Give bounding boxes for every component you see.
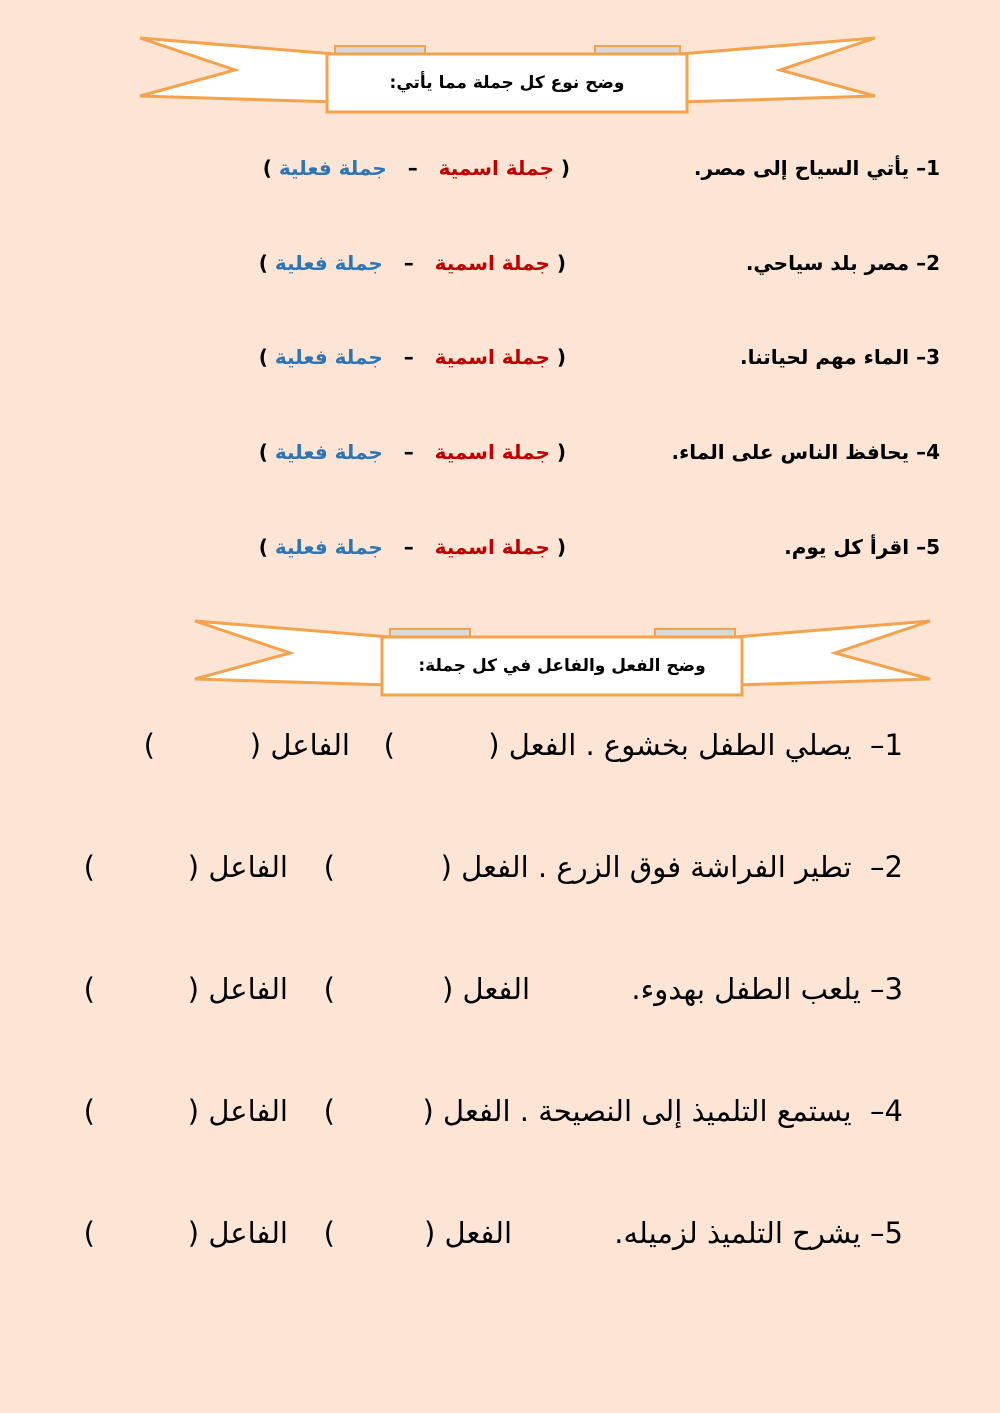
item-number: 4– xyxy=(916,440,940,464)
option-verbal[interactable]: جملة فعلية xyxy=(278,156,387,180)
s2-subject-2 xyxy=(188,850,288,884)
option-nominal[interactable]: جملة اسمية xyxy=(434,535,550,559)
s2-subject-4 xyxy=(188,1094,288,1128)
item-text: يأتي السياح إلى مصر. xyxy=(693,156,910,180)
item-number: 2– xyxy=(916,251,940,275)
verb-label: الفعل xyxy=(443,1094,511,1128)
paren-open: ( xyxy=(556,251,566,275)
item-number: 1– xyxy=(916,156,940,180)
item-text: يصلي الطفل بخشوع . xyxy=(585,728,852,762)
item-text: يشرح التلميذ لزميله. xyxy=(614,1216,861,1250)
s2-verb-5 xyxy=(424,1216,512,1250)
item-number: 3– xyxy=(870,972,903,1006)
paren-close: ) xyxy=(258,440,268,464)
s2-subject-5 xyxy=(188,1216,288,1250)
verb-label: الفعل xyxy=(461,850,529,884)
item-number: 4– xyxy=(870,1094,903,1128)
option-separator: – xyxy=(403,345,414,369)
s2-subject-close-3[interactable]: ) xyxy=(83,972,95,1006)
option-separator: – xyxy=(403,440,414,464)
s2-item-2 xyxy=(441,850,903,884)
s2-item-1 xyxy=(488,728,903,762)
s1-options-1[interactable] xyxy=(263,156,570,180)
item-text: مصر بلد سياحي. xyxy=(745,251,910,275)
s2-item-5 xyxy=(614,1216,903,1250)
option-nominal[interactable]: جملة اسمية xyxy=(438,156,554,180)
paren-open: ( xyxy=(440,850,452,884)
section1-banner xyxy=(135,32,880,122)
subject-label: الفاعل xyxy=(208,1216,288,1250)
option-nominal[interactable]: جملة اسمية xyxy=(434,345,550,369)
item-number: 5– xyxy=(870,1216,903,1250)
s2-subject-1 xyxy=(250,728,350,762)
paren-open: ( xyxy=(556,345,566,369)
s1-item-2 xyxy=(746,251,940,275)
paren-open: ( xyxy=(560,156,570,180)
option-separator: – xyxy=(403,535,414,559)
item-number: 3– xyxy=(916,345,940,369)
s2-verb-close-1[interactable]: ) xyxy=(383,728,395,762)
option-verbal[interactable]: جملة فعلية xyxy=(274,535,383,559)
paren-open: ( xyxy=(556,535,566,559)
paren-open: ( xyxy=(422,1094,434,1128)
s2-verb-close-3[interactable]: ) xyxy=(323,972,335,1006)
s1-options-4[interactable] xyxy=(259,440,566,464)
paren-open: ( xyxy=(441,972,454,1006)
verb-label: الفعل xyxy=(508,728,577,762)
section1-title: وضح نوع كل جملة مما يأتي: xyxy=(389,73,625,93)
item-text: يستمع التلميذ إلى النصيحة . xyxy=(519,1094,852,1128)
paren-open: ( xyxy=(187,1216,200,1250)
s2-verb-3 xyxy=(442,972,530,1006)
s1-options-3[interactable] xyxy=(259,345,566,369)
item-number: 2– xyxy=(870,850,903,884)
s2-subject-close-2[interactable]: ) xyxy=(83,850,95,884)
s2-item-4 xyxy=(422,1094,903,1128)
item-text: تطير الفراشة فوق الزرع . xyxy=(537,850,852,884)
paren-open: ( xyxy=(423,1216,436,1250)
s2-subject-close-1[interactable]: ) xyxy=(143,728,155,762)
paren-close: ) xyxy=(258,345,268,369)
s1-item-3 xyxy=(740,345,940,369)
paren-close: ) xyxy=(258,251,268,275)
item-number: 5– xyxy=(916,535,940,559)
option-nominal[interactable]: جملة اسمية xyxy=(434,251,550,275)
option-separator: – xyxy=(407,156,418,180)
s2-item-3 xyxy=(631,972,903,1006)
option-verbal[interactable]: جملة فعلية xyxy=(274,345,383,369)
s2-subject-close-4[interactable]: ) xyxy=(83,1094,95,1128)
option-nominal[interactable]: جملة اسمية xyxy=(434,440,550,464)
paren-open: ( xyxy=(187,850,200,884)
paren-close: ) xyxy=(262,156,272,180)
s1-options-5[interactable] xyxy=(259,535,566,559)
option-verbal[interactable]: جملة فعلية xyxy=(274,440,383,464)
s2-verb-close-5[interactable]: ) xyxy=(323,1216,335,1250)
paren-open: ( xyxy=(488,728,500,762)
subject-label: الفاعل xyxy=(208,972,288,1006)
paren-open: ( xyxy=(187,1094,200,1128)
item-text: يحافظ الناس على الماء. xyxy=(671,440,910,464)
s2-verb-close-2[interactable]: ) xyxy=(323,850,335,884)
item-text: يلعب الطفل بهدوء. xyxy=(631,972,861,1006)
paren-open: ( xyxy=(556,440,566,464)
section2-banner xyxy=(190,615,935,705)
option-separator: – xyxy=(403,251,414,275)
subject-label: الفاعل xyxy=(270,728,350,762)
item-text: اقرأ كل يوم. xyxy=(784,535,910,559)
s2-subject-3 xyxy=(188,972,288,1006)
s1-item-4 xyxy=(671,440,940,464)
s1-options-2[interactable] xyxy=(259,251,566,275)
s2-subject-close-5[interactable]: ) xyxy=(83,1216,95,1250)
s1-item-1 xyxy=(694,156,940,180)
verb-label: الفعل xyxy=(462,972,530,1006)
item-text: الماء مهم لحياتنا. xyxy=(740,345,910,369)
paren-close: ) xyxy=(258,535,268,559)
paren-open: ( xyxy=(187,972,200,1006)
s2-verb-close-4[interactable]: ) xyxy=(323,1094,335,1128)
option-verbal[interactable]: جملة فعلية xyxy=(274,251,383,275)
s1-item-5 xyxy=(784,535,940,559)
subject-label: الفاعل xyxy=(208,1094,288,1128)
paren-open: ( xyxy=(249,728,262,762)
verb-label: الفعل xyxy=(444,1216,512,1250)
section2-title: وضح الفعل والفاعل في كل جملة: xyxy=(418,656,706,676)
subject-label: الفاعل xyxy=(208,850,288,884)
item-number: 1– xyxy=(870,728,903,762)
